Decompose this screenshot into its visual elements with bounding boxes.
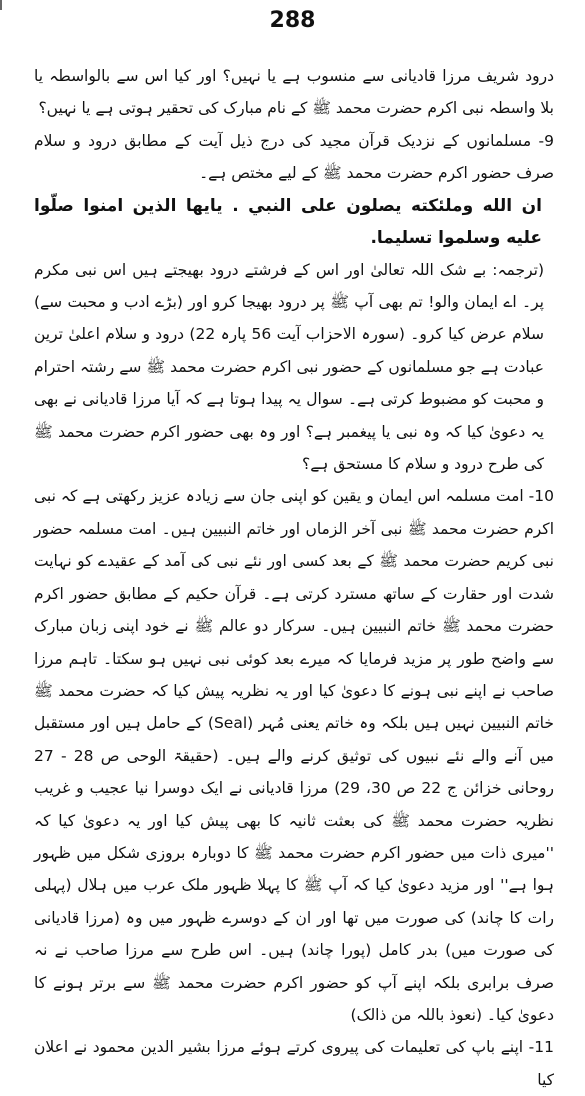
- quran-verse: ان الله وملئكته يصلون على النبي . يايها الذين امنوا صلّوا عليه وسلموا تسليما.: [34, 195, 542, 248]
- paragraph-point-10: 10- امت مسلمہ اس ایمان و یقین کو اپنی جان سے زیادہ عزیز رکھتی ہے کہ نبی اکرم حضرت محمد ﷺ نبی آخر الزماں اور خاتم النبیین ہیں۔ امت مسلمہ حضور نبی کریم حضرت محمد ﷺ کے بعد کسی اور نئے نبی کی آمد کے عقیدے کو نہایت شدت اور حقارت کے ساتھ مسترد کرتی ہے۔ قرآن حکیم کے مطابق حضور اکرم حضرت محمد ﷺ خاتم النبیین ہیں۔ سرکار دو عالم ﷺ نے خود اپنی زبان مبارک سے واضح طور پر مزید فرمایا کہ میرے بعد کوئی نبی نہیں ہو سکتا۔ تاہم مرزا صاحب نے اپنے نبی ہونے کا دعویٰ کیا اور یہ نظریہ پیش کیا کہ حضرت محمد ﷺ خاتم النبیین نہیں ہیں بلکہ وہ خاتم یعنی مُہر (Seal) کے حامل ہیں اور مستقبل میں آنے والے نئے نبیوں کی توثیق کرنے والے ہیں۔ (حقیقۃ الوحی ص 28 - 27 روحانی خزائن ج 22 ص 30، 29) مرزا قادیانی نے ایک دوسرا نیا عجیب و غریب نظریہ حضرت محمد ﷺ کی بعثت ثانیہ کا بھی پیش کیا اور یہ دعویٰ کیا کہ ''میری ذات میں حضور اکرم حضرت محمد ﷺ کا دوبارہ بروزی شکل میں ظہور ہوا ہے'' اور مزید دعویٰ کیا کہ آپ ﷺ کا پہلا ظہور ملک عرب میں ہلال (پہلی رات کا چاند) کی صورت میں تھا اور ان کے دوسرے ظہور میں وہ (مرزا قادیانی کی صورت میں) بدر کامل (پورا چاند) ہیں۔ اس طرح سے مرزا صاحب نے نہ صرف برابری بلکہ اپنے آپ کو حضور اکرم حضرت محمد ﷺ سے برتر ہونے کا دعویٰ کیا۔ (نعوذ باللہ من ذالک): [34, 487, 555, 1024]
- paragraph-point-11: 11- اپنے باپ کی تعلیمات کی پیروی کرتے ہوئے مرزا بشیر الدین محمود نے اعلان کیا: [34, 1038, 554, 1089]
- page-body: [34, 60, 554, 1096]
- paragraph-point-9: 9- مسلمانوں کے نزدیک قرآن مجید کی درج ذیل آیت کے مطابق درود و سلام صرف حضور اکرم حضرت محمد ﷺ کے لیے مختص ہے۔: [34, 131, 554, 183]
- paragraph-translation: (ترجمہ: بے شک اللہ تعالیٰ اور اس کے فرشتے درود بھیجتے ہیں اس نبی مکرم پر۔ اے ایمان والو! تم بھی آپ ﷺ پر درود بھیجا کرو اور (بڑے ادب و محبت سے) سلام عرض کیا کرو۔ (سورہ الاحزاب آیت 56 پارہ 22) درود و سلام اعلیٰ ترین عبادت ہے جو مسلمانوں کے حضور نبی اکرم حضرت محمد ﷺ سے رشتہ احترام و محبت کو مضبوط کرتی ہے۔ سوال یہ پیدا ہوتا ہے کہ آیا مرزا قادیانی نے بھی یہ دعویٰ کیا کہ وہ نبی یا پیغمبر ہے؟ اور وہ بھی حضور اکرم حضرت محمد ﷺ کی طرح درود و سلام کا مستحق ہے؟: [34, 260, 544, 474]
- paragraph-intro: درود شریف مرزا قادیانی سے منسوب ہے یا نہیں؟ اور کیا اس سے بالواسطہ یا بلا واسطہ نبی اکرم حضرت محمد ﷺ کے نام مبارک کی تحقیر ہوتی ہے یا نہیں؟: [34, 67, 554, 118]
- page-number: 288: [269, 8, 316, 33]
